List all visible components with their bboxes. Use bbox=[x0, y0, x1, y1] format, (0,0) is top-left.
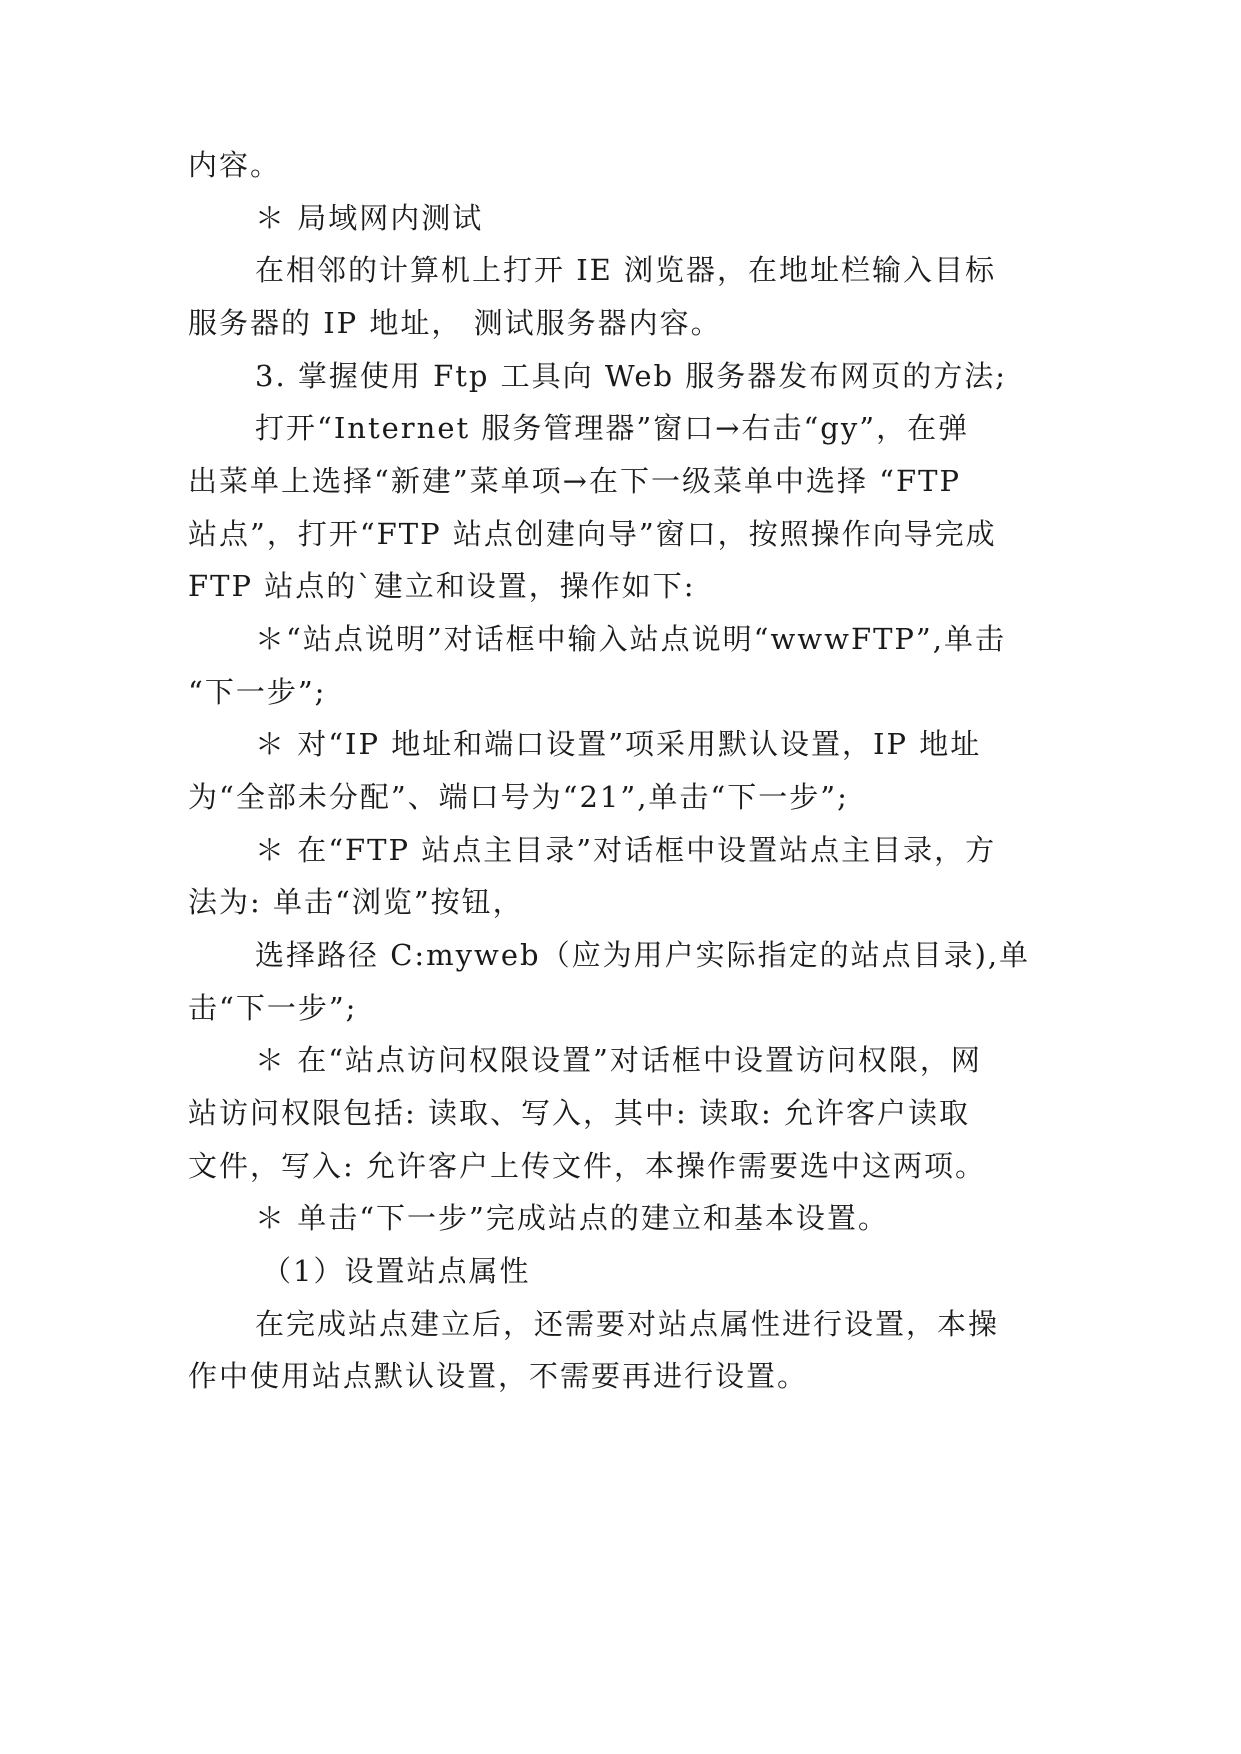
section-heading: 3. 掌握使用 Ftp 工具向 Web 服务器发布网页的方法; bbox=[255, 359, 1008, 393]
text-line: 服务器的 IP 地址， 测试服务器内容。 bbox=[188, 306, 722, 340]
bullet-line: ＊ 在“站点访问权限设置”对话框中设置访问权限，网 bbox=[255, 1043, 982, 1077]
text-line: 站访问权限包括: 读取、写入，其中: 读取: 允许客户读取 bbox=[188, 1096, 970, 1130]
paragraph-line: 打开“Internet 服务管理器”窗口→右击“gy”，在弹 bbox=[255, 411, 970, 445]
bullet-line: ＊ 单击“下一步”完成站点的建立和基本设置。 bbox=[255, 1201, 889, 1235]
text-line: 出菜单上选择“新建”菜单项→在下一级菜单中选择 “FTP bbox=[188, 464, 961, 498]
bullet-line: ＊ 局域网内测试 bbox=[255, 201, 484, 235]
text-line: 内容。 bbox=[188, 148, 282, 182]
paragraph-line: 在相邻的计算机上打开 IE 浏览器，在地址栏输入目标 bbox=[255, 253, 997, 287]
text-line: FTP 站点的`建立和设置，操作如下: bbox=[188, 569, 696, 603]
text-line: 作中使用站点默认设置，不需要再进行设置。 bbox=[188, 1359, 809, 1393]
text-line: “下一步”; bbox=[188, 675, 327, 709]
paragraph-line: 在完成站点建立后，还需要对站点属性进行设置，本操 bbox=[255, 1307, 1000, 1341]
paragraph-line: 选择路径 C:myweb（应为用户实际指定的站点目录),单 bbox=[255, 938, 1031, 972]
text-line: 站点”，打开“FTP 站点创建向导”窗口，按照操作向导完成 bbox=[188, 517, 997, 551]
text-line: 文件，写入: 允许客户上传文件，本操作需要选中这两项。 bbox=[188, 1149, 986, 1183]
bullet-line: ＊ 在“FTP 站点主目录”对话框中设置站点主目录，方 bbox=[255, 833, 997, 867]
bullet-line: ＊“站点说明”对话框中输入站点说明“wwwFTP”,单击 bbox=[255, 622, 1006, 656]
subsection-heading: （1）设置站点属性 bbox=[262, 1254, 531, 1288]
text-line: 法为: 单击“浏览”按钮， bbox=[188, 885, 524, 919]
bullet-line: ＊ 对“IP 地址和端口设置”项采用默认设置，IP 地址 bbox=[255, 727, 982, 761]
text-line: 击“下一步”; bbox=[188, 991, 358, 1025]
text-line: 为“全部未分配”、端口号为“21”,单击“下一步”; bbox=[188, 780, 849, 814]
